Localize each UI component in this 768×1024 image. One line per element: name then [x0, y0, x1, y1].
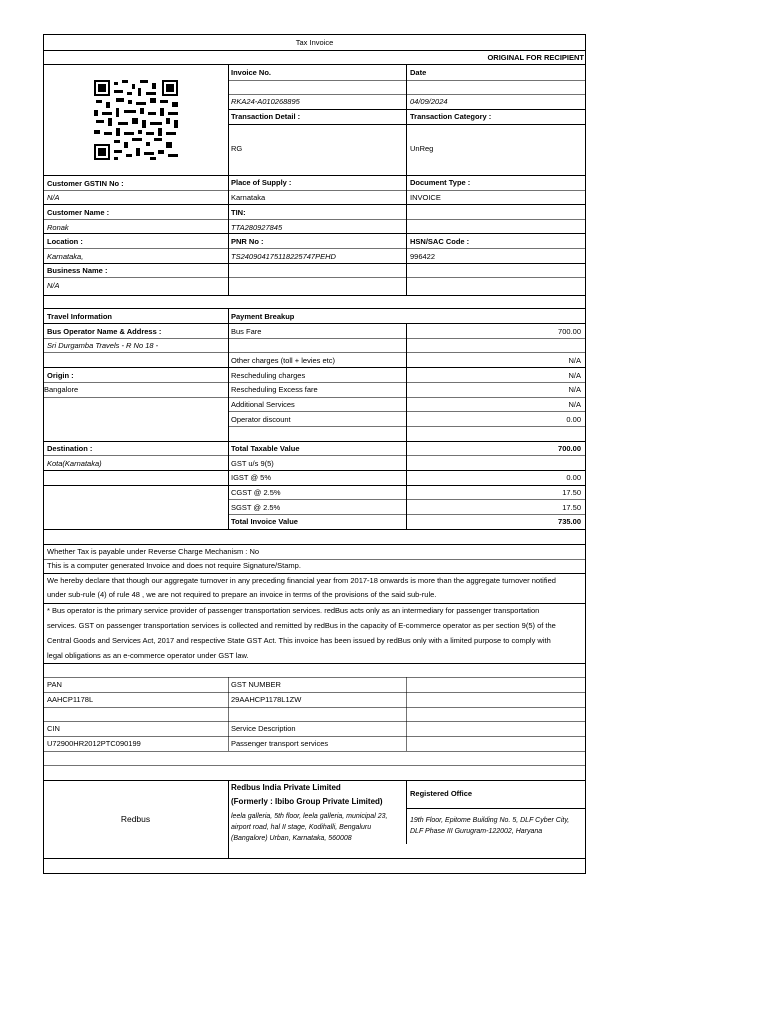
document-type-value: INVOICE — [410, 193, 441, 202]
bus-operator-label: Bus Operator Name & Address : — [47, 327, 162, 336]
tin-label: TIN: — [231, 208, 246, 217]
cgst-value: 17.50 — [562, 488, 581, 497]
payment-row-value: 0.00 — [566, 415, 581, 424]
registered-office-address: 19th Floor, Epitome Building No. 5, DLF Cyber City, DLF Phase III Gurugram-122002, Haryana — [410, 817, 570, 835]
gst-number-value: 29AAHCP1178L1ZW — [231, 695, 302, 704]
place-of-supply-value: Karnataka — [231, 193, 266, 202]
qr-code-image — [94, 80, 178, 160]
total-invoice-value: 735.00 — [558, 517, 581, 526]
tin-value: TTA280927845 — [231, 223, 283, 232]
service-description-label: Service Description — [231, 724, 296, 733]
payment-row-label: Additional Services — [231, 400, 295, 409]
transaction-category-label: Transaction Category : — [410, 112, 492, 121]
invoice-title: Tax Invoice — [295, 38, 334, 47]
place-of-supply-label: Place of Supply : — [231, 178, 292, 187]
sgst-value: 17.50 — [562, 503, 581, 512]
transaction-detail-value: RG — [231, 144, 243, 153]
pnr-value: TS240904175118225747PEHD — [231, 252, 336, 261]
payment-row-label: Rescheduling Excess fare — [231, 385, 318, 394]
payment-row-label: Other charges (toll + levies etc) — [231, 356, 336, 365]
invoice-no-label: Invoice No. — [231, 68, 272, 77]
cin-label: CIN — [47, 724, 60, 733]
igst-value: 0.00 — [566, 473, 581, 482]
declaration-line: under sub-rule (4) of rule 48 , we are not required to prepare an invoice in terms of the provisions of the said sub-rule. — [47, 590, 437, 599]
payment-breakup-heading: Payment Breakup — [231, 312, 295, 321]
destination-value: Kota(Karnataka) — [47, 459, 102, 468]
total-taxable-label: Total Taxable Value — [231, 444, 300, 453]
payment-row-value: N/A — [568, 371, 581, 380]
copy-label: ORIGINAL FOR RECIPIENT — [487, 53, 584, 62]
customer-gstin-label: Customer GSTIN No : — [47, 179, 124, 188]
payment-row-value: 700.00 — [558, 327, 581, 336]
company-name: Redbus India Private Limited — [231, 783, 341, 792]
payment-row-value: N/A — [568, 356, 581, 365]
operator-note-line: legal obligations as an e-commerce operator under GST law. — [47, 651, 249, 660]
date-label: Date — [410, 68, 427, 77]
destination-label: Destination : — [47, 444, 93, 453]
invoice-no-value: RKA24-A010268895 — [231, 97, 300, 106]
sgst-label: SGST @ 2.5% — [231, 503, 281, 512]
brand-name: Redbus — [120, 814, 151, 824]
cgst-label: CGST @ 2.5% — [231, 488, 281, 497]
pan-label: PAN — [47, 680, 62, 689]
payment-row-value: N/A — [568, 385, 581, 394]
company-formerly: (Formerly : Ibibo Group Private Limited) — [231, 797, 383, 806]
service-description-value: Passenger transport services — [231, 739, 329, 748]
customer-name-label: Customer Name : — [47, 208, 110, 217]
total-taxable-value: 700.00 — [558, 444, 581, 453]
location-label: Location : — [47, 237, 83, 246]
pan-value: AAHCP1178L — [47, 695, 94, 704]
location-value: Karnataka, — [47, 252, 84, 261]
declaration-line: We hereby declare that though our aggregate turnover in any preceding financial year from 2017-18 onwards is more than the aggregate turnover notified — [47, 576, 556, 585]
origin-label: Origin : — [47, 371, 74, 380]
hsn-value: 996422 — [410, 252, 436, 261]
hsn-label: HSN/SAC Code : — [410, 237, 470, 246]
transaction-detail-label: Transaction Detail : — [231, 112, 301, 121]
operator-note-line: * Bus operator is the primary service provider of passenger transportation services. redBus acts only as an intermediary for passenger transportation — [47, 606, 540, 615]
company-address: leela galleria, 5th floor, leela galleria, municipal 23, airport road, hal II stage, Kodihalli, Bengaluru (Bangalore) Urban, Karnataka, 560008 — [231, 813, 388, 842]
bus-operator-value: Sri Durgamba Travels - R No 18 - — [47, 341, 159, 350]
registered-office-label: Registered Office — [410, 789, 473, 798]
customer-gstin-value: N/A — [47, 193, 60, 202]
operator-note-line: services. GST on passenger transportation services is collected and remitted by redBus in the capacity of E-commerce operator as per section 9(5) of the — [47, 621, 556, 630]
gst-number-label: GST NUMBER — [231, 680, 281, 689]
pnr-label: PNR No : — [231, 237, 264, 246]
total-invoice-label: Total Invoice Value — [231, 517, 298, 526]
reverse-charge-note: Whether Tax is payable under Reverse Charge Mechanism : No — [47, 547, 260, 556]
payment-row-label: Rescheduling charges — [231, 371, 306, 380]
operator-note-line: Central Goods and Services Act, 2017 and respective State GST Act. This invoice has been issued by redBus only with a limited purpose to comply with — [47, 636, 551, 645]
origin-value: Bangalore — [44, 385, 79, 394]
igst-label: IGST @ 5% — [231, 473, 271, 482]
payment-row-value: N/A — [568, 400, 581, 409]
customer-name-value: Ronak — [47, 223, 69, 232]
payment-row-label: Bus Fare — [231, 327, 262, 336]
date-value: 04/09/2024 — [410, 97, 448, 106]
business-name-label: Business Name : — [47, 266, 108, 275]
travel-info-heading: Travel Information — [47, 312, 113, 321]
business-name-value: N/A — [47, 281, 60, 290]
payment-row-label: Operator discount — [231, 415, 291, 424]
cin-value: U72900HR2012PTC090199 — [47, 739, 141, 748]
computer-generated-note: This is a computer generated Invoice and does not require Signature/Stamp. — [47, 561, 301, 570]
document-type-label: Document Type : — [410, 178, 471, 187]
transaction-category-value: UnReg — [410, 144, 434, 153]
gst-section-label: GST u/s 9(5) — [231, 459, 274, 468]
